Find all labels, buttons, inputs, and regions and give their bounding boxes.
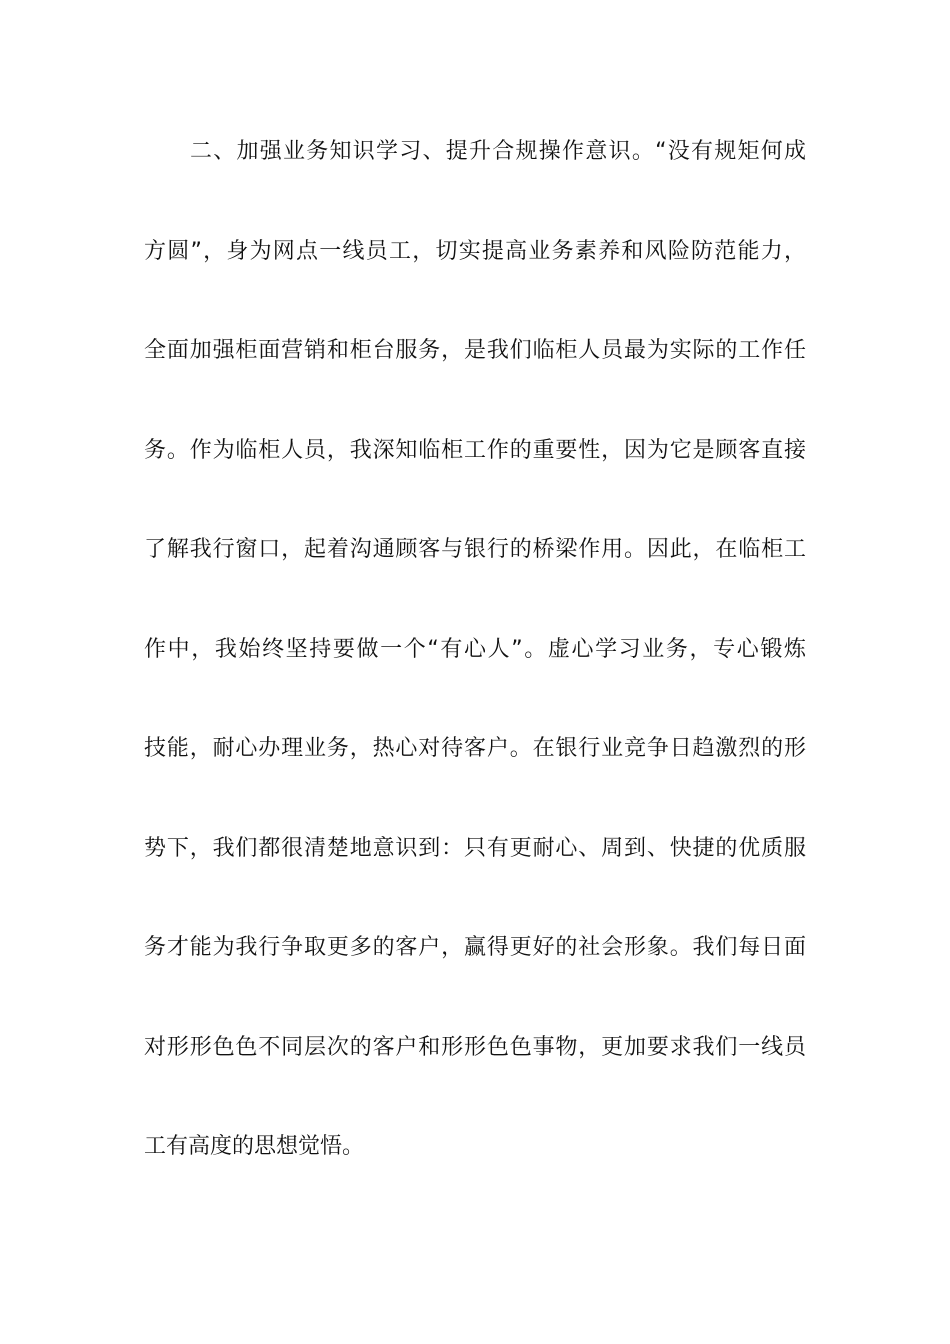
paragraph-line: 技能，耐心办理业务，热心对待客户。在银行业竞争日趋激烈的形 <box>144 736 806 761</box>
paragraph-line: 了解我行窗口，起着沟通顾客与银行的桥梁作用。因此，在临柜工 <box>144 537 806 562</box>
paragraph-line: 务才能为我行争取更多的客户，赢得更好的社会形象。我们每日面 <box>144 935 806 960</box>
paragraph-line: 全面加强柜面营销和柜台服务，是我们临柜人员最为实际的工作任 <box>144 338 806 363</box>
paragraph-line: 对形形色色不同层次的客户和形形色色事物，更加要求我们一线员 <box>144 1034 806 1060</box>
paragraph-line: 二、加强业务知识学习、提升合规操作意识。“没有规矩何成 <box>190 139 806 164</box>
paragraph-line: 务。作为临柜人员，我深知临柜工作的重要性，因为它是顾客直接 <box>144 437 806 463</box>
paragraph-line: 方圆”，身为网点一线员工，切实提高业务素养和风险防范能力， <box>144 238 806 264</box>
paragraph-line: 势下，我们都很清楚地意识到：只有更耐心、周到、快捷的优质服 <box>144 835 806 861</box>
body-paragraph <box>144 127 806 1222</box>
paragraph-line: 工有高度的思想觉悟。 <box>144 1134 365 1159</box>
paragraph-line: 作中，我始终坚持要做一个“有心人”。虚心学习业务，专心锻炼 <box>144 636 806 662</box>
